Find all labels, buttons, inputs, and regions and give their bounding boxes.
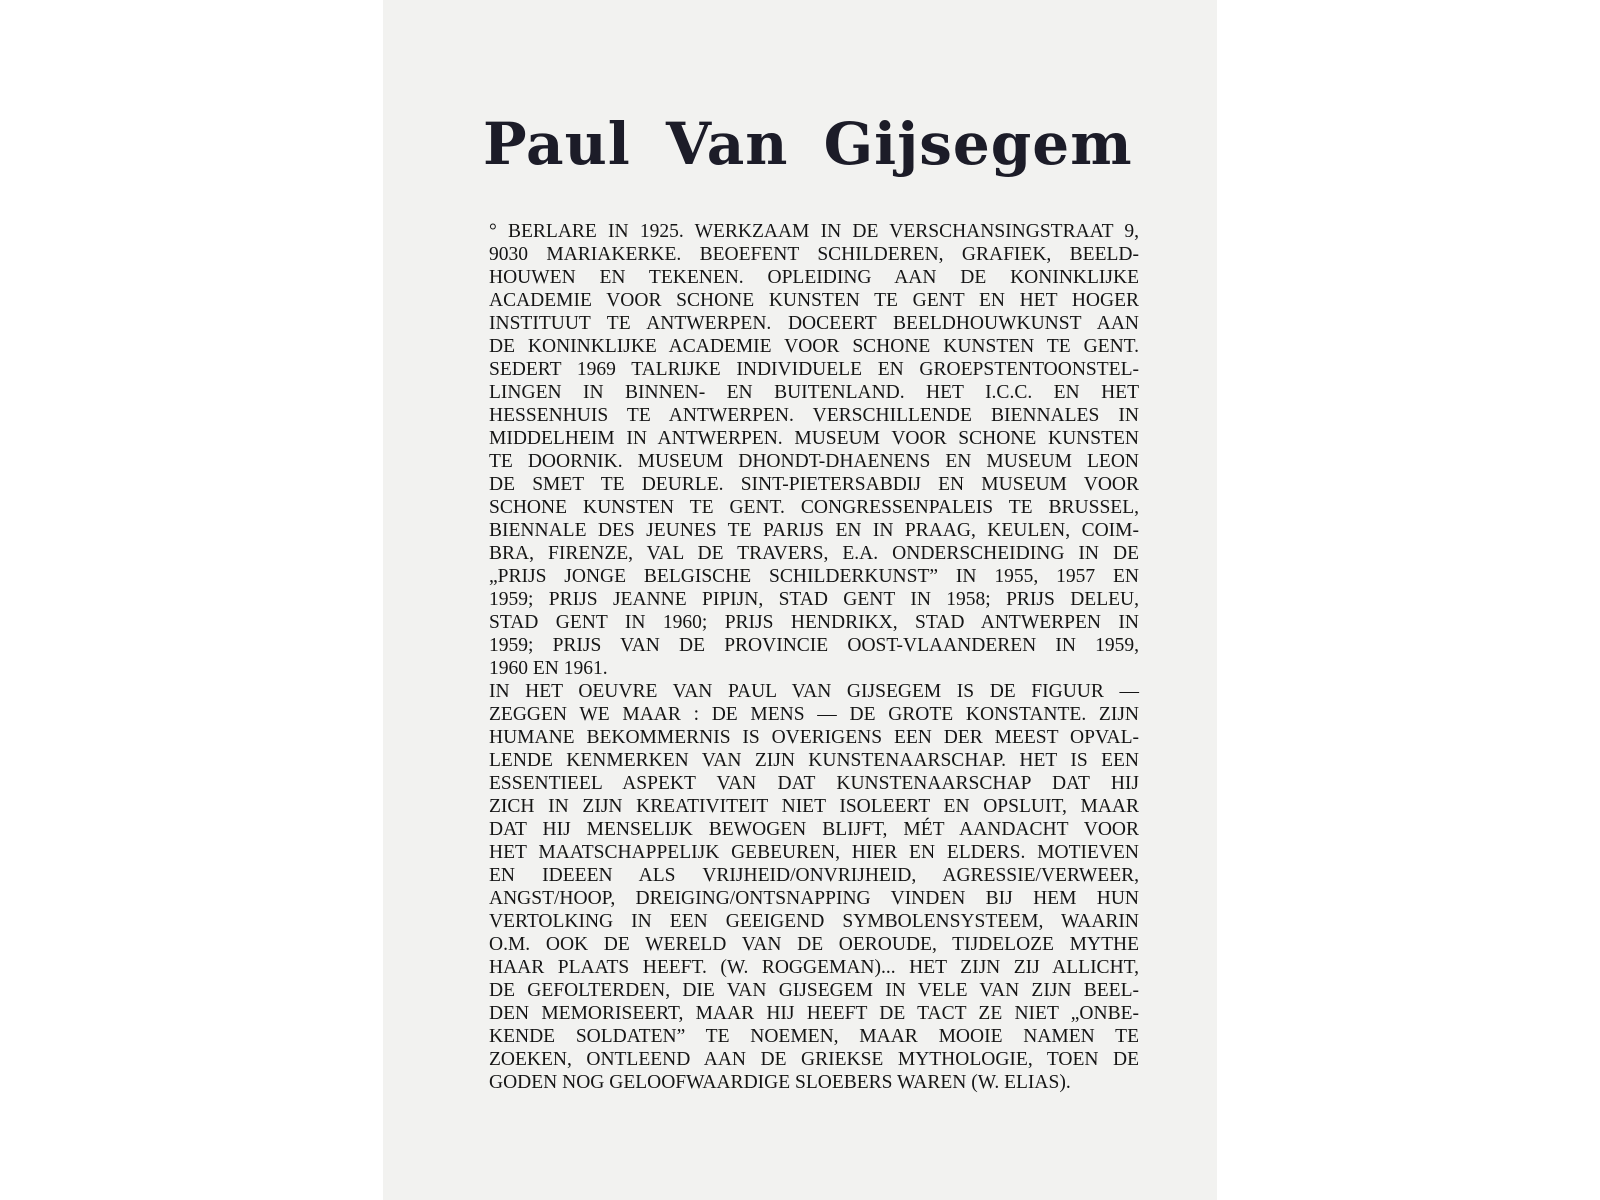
text-line: HESSENHUIS TE ANTWERPEN. VERSCHILLENDE BIENNALES IN: [489, 405, 1139, 426]
body-text: [489, 220, 1139, 1094]
text-line: VERTOLKING IN EEN GEEIGEND SYMBOLENSYSTEEM, WAARIN: [489, 911, 1139, 932]
text-line: IN HET OEUVRE VAN PAUL VAN GIJSEGEM IS DE FIGUUR —: [489, 681, 1139, 702]
text-line: SCHONE KUNSTEN TE GENT. CONGRESSENPALEIS TE BRUSSEL,: [489, 497, 1139, 518]
text-line: ZOEKEN, ONTLEEND AAN DE GRIEKSE MYTHOLOGIE, TOEN DE: [489, 1049, 1139, 1070]
text-line: 1959; PRIJS VAN DE PROVINCIE OOST-VLAANDEREN IN 1959,: [489, 635, 1139, 656]
bio-paragraph: [489, 220, 1139, 680]
text-line: STAD GENT IN 1960; PRIJS HENDRIKX, STAD ANTWERPEN IN: [489, 612, 1139, 633]
text-line: HUMANE BEKOMMERNIS IS OVERIGENS EEN DER MEEST OPVAL-: [489, 727, 1139, 748]
text-line: HOUWEN EN TEKENEN. OPLEIDING AAN DE KONINKLIJKE: [489, 267, 1139, 288]
text-line: ACADEMIE VOOR SCHONE KUNSTEN TE GENT EN HET HOGER: [489, 290, 1139, 311]
text-line: ANGST/HOOP, DREIGING/ONTSNAPPING VINDEN BIJ HEM HUN: [489, 888, 1139, 909]
text-line: LINGEN IN BINNEN- EN BUITENLAND. HET I.C.C. EN HET: [489, 382, 1139, 403]
text-line: KENDE SOLDATEN” TE NOEMEN, MAAR MOOIE NAMEN TE: [489, 1026, 1139, 1047]
text-line: O.M. OOK DE WERELD VAN DE OEROUDE, TIJDELOZE MYTHE: [489, 934, 1139, 955]
text-line: EN IDEEEN ALS VRIJHEID/ONVRIJHEID, AGRESSIE/VERWEER,: [489, 865, 1139, 886]
text-line: MIDDELHEIM IN ANTWERPEN. MUSEUM VOOR SCHONE KUNSTEN: [489, 428, 1139, 449]
text-line: „PRIJS JONGE BELGISCHE SCHILDERKUNST” IN 1955, 1957 EN: [489, 566, 1139, 587]
text-line: DAT HIJ MENSELIJK BEWOGEN BLIJFT, MÉT AANDACHT VOOR: [489, 819, 1139, 840]
text-line: INSTITUUT TE ANTWERPEN. DOCEERT BEELDHOUWKUNST AAN: [489, 313, 1139, 334]
text-line: DE SMET TE DEURLE. SINT-PIETERSABDIJ EN MUSEUM VOOR: [489, 474, 1139, 495]
text-line: BRA, FIRENZE, VAL DE TRAVERS, E.A. ONDERSCHEIDING IN DE: [489, 543, 1139, 564]
book-page: [383, 0, 1217, 1200]
text-line: LENDE KENMERKEN VAN ZIJN KUNSTENAARSCHAP. HET IS EEN: [489, 750, 1139, 771]
text-line: SEDERT 1969 TALRIJKE INDIVIDUELE EN GROEPSTENTOONSTEL-: [489, 359, 1139, 380]
text-line: 1960 EN 1961.: [489, 658, 608, 679]
text-line: ZEGGEN WE MAAR : DE MENS — DE GROTE KONSTANTE. ZIJN: [489, 704, 1139, 725]
text-line: ZICH IN ZIJN KREATIVITEIT NIET ISOLEERT EN OPSLUIT, MAAR: [489, 796, 1139, 817]
text-line: TE DOORNIK. MUSEUM DHONDT-DHAENENS EN MUSEUM LEON: [489, 451, 1139, 472]
text-line: 9030 MARIAKERKE. BEOEFENT SCHILDEREN, GRAFIEK, BEELD-: [489, 244, 1139, 265]
text-line: 1959; PRIJS JEANNE PIPIJN, STAD GENT IN 1958; PRIJS DELEU,: [489, 589, 1139, 610]
essay-paragraph: [489, 680, 1139, 1094]
text-line: ESSENTIEEL ASPEKT VAN DAT KUNSTENAARSCHAP DAT HIJ: [489, 773, 1139, 794]
text-line: DE KONINKLIJKE ACADEMIE VOOR SCHONE KUNSTEN TE GENT.: [489, 336, 1139, 357]
text-line: HAAR PLAATS HEEFT. (W. ROGGEMAN)... HET ZIJN ZIJ ALLICHT,: [489, 957, 1139, 978]
text-line: DE GEFOLTERDEN, DIE VAN GIJSEGEM IN VELE VAN ZIJN BEEL-: [489, 980, 1139, 1001]
page-title: Paul Van Gijsegem: [483, 110, 1133, 178]
text-line: HET MAATSCHAPPELIJK GEBEUREN, HIER EN ELDERS. MOTIEVEN: [489, 842, 1139, 863]
text-line: DEN MEMORISEERT, MAAR HIJ HEEFT DE TACT ZE NIET „ONBE-: [489, 1003, 1139, 1024]
text-line: GODEN NOG GELOOFWAARDIGE SLOEBERS WAREN (W. ELIAS).: [489, 1072, 1071, 1093]
text-line: ° BERLARE IN 1925. WERKZAAM IN DE VERSCHANSINGSTRAAT 9,: [489, 221, 1139, 242]
text-line: BIENNALE DES JEUNES TE PARIJS EN IN PRAAG, KEULEN, COIM-: [489, 520, 1139, 541]
